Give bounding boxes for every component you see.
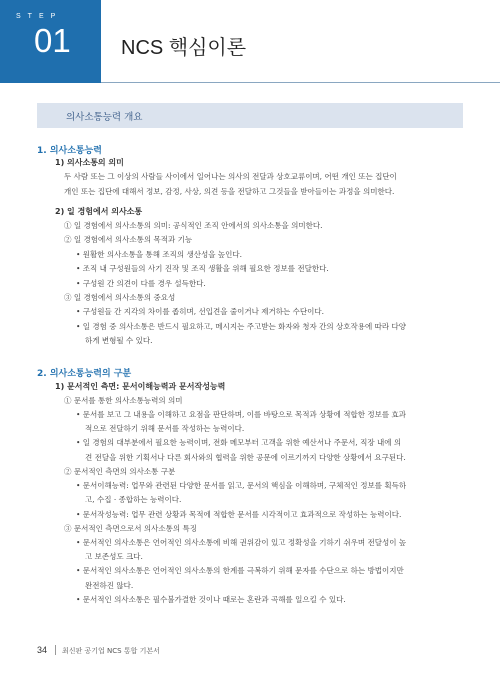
step-badge <box>0 0 101 83</box>
bullet-item: • 구성원 간 의견이 다를 경우 설득한다. <box>76 279 206 288</box>
bullet-item: • 일 경험의 대부분에서 필요한 능력이며, 전화 메모부터 고객을 위한 예산서나 주문서, 직장 내에 의 <box>76 438 402 447</box>
numbered-item: ② 문서적인 측면의 의사소통 구분 <box>64 467 176 476</box>
numbered-item: ③ 일 경험에서 의사소통의 중요성 <box>64 293 176 302</box>
numbered-item: ③ 문서적인 측면으로서 의사소통의 특징 <box>64 524 197 533</box>
section-heading-1: 1. 의사소통능력 <box>37 146 102 156</box>
bullet-item: • 원활한 의사소통을 통해 조직의 생산성을 높인다. <box>76 250 243 259</box>
subheading-meaning: 1) 의사소통의 의미 <box>55 158 124 167</box>
numbered-item: ① 문서를 통한 의사소통능력의 의미 <box>64 396 183 405</box>
bullet-item: • 문서적인 의사소통은 필수불가결한 것이나 때로는 혼란과 곡해를 일으킬 수 있다. <box>76 595 346 604</box>
step-label: STEP <box>16 13 63 20</box>
section-heading-2: 2. 의사소통능력의 구분 <box>37 369 132 379</box>
bullet-item-continuation: 고 보존성도 크다. <box>85 552 143 561</box>
bullet-item: • 일 경험 중 의사소통은 반드시 필요하고, 메시지는 주고받는 화자와 청자 간의 상호작용에 따라 다양 <box>76 322 406 331</box>
bullet-item: • 문서작성능력: 업무 관련 상황과 목적에 적합한 문서를 시각적이고 효과적으로 작성하는 능력이다. <box>76 510 402 519</box>
step-number: 01 <box>34 22 71 59</box>
section-banner-title: 의사소통능력 개요 <box>66 112 143 123</box>
bullet-item: • 문서적인 의사소통은 언어적인 의사소통의 한계를 극복하기 위해 문자를 수단으로 하는 방법이지만 <box>76 566 404 575</box>
bullet-item-continuation: 하게 변형될 수 있다. <box>85 336 153 345</box>
subheading-document-aspect: 1) 문서적인 측면: 문서이해능력과 문서작성능력 <box>55 382 226 391</box>
paragraph-line: 개인 또는 집단에 대해서 정보, 감정, 사상, 의견 등을 전달하고 그것들을 받아들이는 과정을 의미한다. <box>64 187 395 196</box>
numbered-item: ② 일 경험에서 의사소통의 목적과 기능 <box>64 235 193 244</box>
bullet-item-continuation: 견 전달을 위한 기획서나 다른 회사와의 협력을 위한 공문에 이르기까지 다양한 상황에서 요구된다. <box>85 453 406 462</box>
bullet-item-continuation: 적으로 전달하기 위해 문서를 작성하는 능력이다. <box>85 424 245 433</box>
bullet-item-continuation: 고, 수집 · 종합하는 능력이다. <box>85 495 182 504</box>
bullet-item: • 문서를 보고 그 내용을 이해하고 요점을 판단하며, 이를 바탕으로 목적과 상황에 적합한 정보를 효과 <box>76 410 406 419</box>
bullet-item: • 문서적인 의사소통은 언어적인 의사소통에 비해 권위감이 있고 정확성을 기하기 쉬우며 전달성이 높 <box>76 538 407 547</box>
bullet-item: • 조직 내 구성원들의 사기 진작 및 조직 생활을 위해 필요한 정보를 전달한다. <box>76 264 329 273</box>
header-divider <box>101 82 500 83</box>
section-banner <box>37 103 463 128</box>
page-title: NCS 핵심이론 <box>121 37 247 59</box>
book-title: 최신판 공기업 NCS 통합 기본서 <box>62 647 160 655</box>
bullet-item: • 문서이해능력: 업무와 관련된 다양한 문서를 읽고, 문서의 핵심을 이해하며, 구체적인 정보를 획득하 <box>76 481 407 490</box>
numbered-item: ① 일 경험에서 의사소통의 의미: 공식적인 조직 안에서의 의사소통을 의미한다. <box>64 221 323 230</box>
bullet-item-continuation: 완전하진 않다. <box>85 581 134 590</box>
footer-divider <box>55 645 56 655</box>
subheading-work-communication: 2) 일 경험에서 의사소통 <box>55 207 143 216</box>
bullet-item: • 구성원들 간 지각의 차이를 좁히며, 선입견을 줄이거나 제거하는 수단이다. <box>76 307 324 316</box>
page-number: 34 <box>37 645 48 655</box>
paragraph-line: 두 사람 또는 그 이상의 사람들 사이에서 일어나는 의사의 전달과 상호교류이며, 어떤 개인 또는 집단이 <box>64 172 397 181</box>
